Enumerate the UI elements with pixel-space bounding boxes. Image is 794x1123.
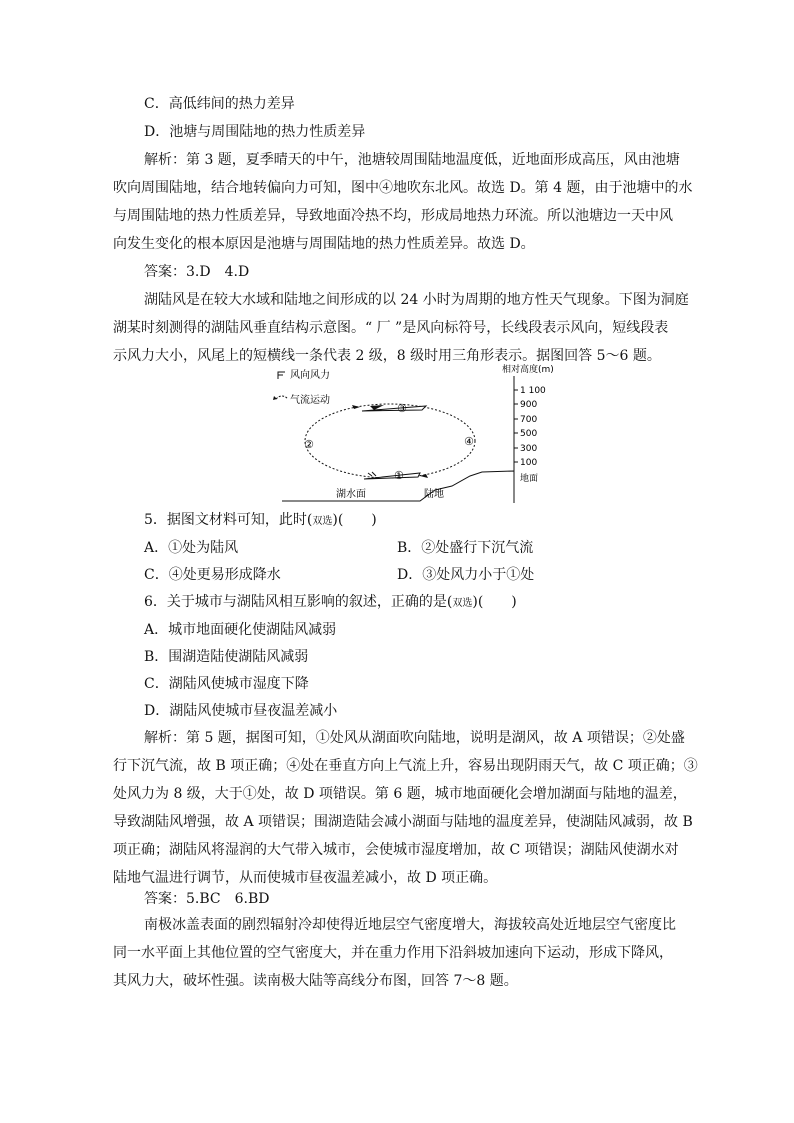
- tick-300: 300: [520, 444, 538, 454]
- analysis-5-6-line-5: 项正确；湖陆风将湿润的大气带入城市，会使城市湿度增加，故 C 项错误；湖陆风使湖水对: [113, 842, 679, 858]
- lake-land-intro-line-3: 示风力大小，风尾上的短横线一条代表 2 级，8 级时用三角形表示。据图回答 5～6 题。: [113, 348, 661, 364]
- q5-stem: 5．据图文材料可知，此时(双选)( ): [144, 512, 377, 528]
- wind-symbol-1: [364, 472, 420, 479]
- tick-1100: 1 100: [520, 386, 546, 396]
- answer-5-6: 答案：5.BC 6.BD: [144, 891, 270, 907]
- q4-option-d: D．池塘与周围陆地的热力性质差异: [144, 124, 366, 140]
- tick-700: 700: [520, 415, 538, 425]
- lake-land-breeze-figure: [270, 362, 560, 504]
- analysis-5-6-line-3: 处风力为 8 级，大于①处，故 D 项错误。第 6 题，城市地面硬化会增加湖面与陆地的温差，: [113, 786, 687, 802]
- q5-option-b: B．②处盛行下沉气流: [397, 540, 534, 556]
- q6-stem: 6．关于城市与湖陆风相互影响的叙述，正确的是(双选)( ): [144, 594, 517, 610]
- analysis-3-4-line-4: 向发生变化的根本原因是池塘与周围陆地的热力性质差异。故选 D。: [113, 236, 535, 252]
- analysis-5-6-line-6: 陆地气温进行调节，从而使城市昼夜温差减小，故 D 项正确。: [113, 870, 498, 886]
- analysis-5-6-line-2: 行下沉气流，故 B 项正确；④处在垂直方向上气流上升，容易出现阴雨天气，故 C 项正确；③: [113, 758, 698, 774]
- analysis-5-6-line-4: 导致湖陆风增强，故 A 项错误；围湖造陆会减小湖面与陆地的温度差异，使湖陆风减弱，故 B: [113, 814, 693, 830]
- land-label: 陆地: [424, 489, 444, 500]
- airflow-legend-icon: [276, 396, 288, 399]
- point-label-1: ①: [394, 469, 404, 482]
- circulation-ellipse: [305, 404, 475, 478]
- q6-option-a: A．城市地面硬化使湖陆风减弱: [144, 622, 337, 638]
- legend: [273, 368, 330, 406]
- tick-900: 900: [520, 400, 538, 410]
- axis-title: 相对高度(m): [502, 365, 554, 375]
- tick-500: 500: [520, 429, 538, 439]
- point-label-4: ④: [464, 435, 474, 448]
- q5-option-a: A．①处为陆风: [144, 540, 239, 556]
- q4-option-c: C．高低纬间的热力差异: [144, 96, 295, 112]
- antarctic-intro-line-3: 其风力大，破坏性强。读南极大陆等高线分布图，回答 7～8 题。: [113, 973, 518, 989]
- point-label-3: ③: [397, 402, 407, 415]
- answer-3-4: 答案：3.D 4.D: [144, 264, 250, 280]
- antarctic-intro-line-2: 同一水平面上其他位置的空气密度大，并在重力作用下沿斜坡加速向下运动，形成下降风，: [113, 945, 673, 961]
- antarctic-intro-line-1: 南极冰盖表面的剧烈辐射冷却使得近地层空气密度增大，海拔较高处近地层空气密度比: [144, 917, 676, 933]
- q6-option-d: D．湖陆风使城市昼夜温差减小: [144, 703, 338, 719]
- analysis-3-4-line-2: 吹向周围陆地，结合地转偏向力可知，图中④地吹东北风。故选 D。第 4 题，由于池塘中的水: [113, 180, 693, 196]
- q5-option-d: D．③处风力小于①处: [397, 567, 535, 583]
- analysis-3-4-line-1: 解析：第 3 题，夏季晴天的中午，池塘较周围陆地温度低，近地面形成高压，风由池塘: [144, 152, 680, 168]
- lake-surface-label: 湖水面: [336, 489, 366, 500]
- q6-option-b: B．围湖造陆使湖陆风减弱: [144, 649, 309, 665]
- legend-flow-label: 气流运动: [290, 395, 330, 406]
- point-label-2: ②: [304, 438, 314, 451]
- height-axis-ticks: [514, 390, 518, 462]
- analysis-3-4-line-3: 与周围陆地的热力性质差异，导致地面冷热不均，形成局地热力环流。所以池塘边一天中风: [113, 208, 673, 224]
- tick-100: 100: [520, 458, 538, 468]
- q5-option-c: C．④处更易形成降水: [144, 567, 281, 583]
- ground-label: 地面: [520, 474, 539, 484]
- legend-wind-label: 风向风力: [290, 370, 330, 381]
- analysis-5-6-line-1: 解析：第 5 题，据图可知，①处风从湖面吹向陆地，说明是湖风，故 A 项错误；②处盛: [144, 730, 685, 746]
- circulation-arrow-top: [352, 405, 360, 409]
- q6-option-c: C．湖陆风使城市湿度下降: [144, 676, 309, 692]
- lake-land-intro-line-1: 湖陆风是在较大水域和陆地之间形成的以 24 小时为周期的地方性天气现象。下图为洞庭: [144, 292, 689, 308]
- wind-vane-legend-icon: [278, 372, 285, 379]
- lake-land-intro-line-2: 湖某时刻测得的湖陆风垂直结构示意图。“ ⼚ ”是风向标符号，长线段表示风向，短线段表: [113, 320, 669, 336]
